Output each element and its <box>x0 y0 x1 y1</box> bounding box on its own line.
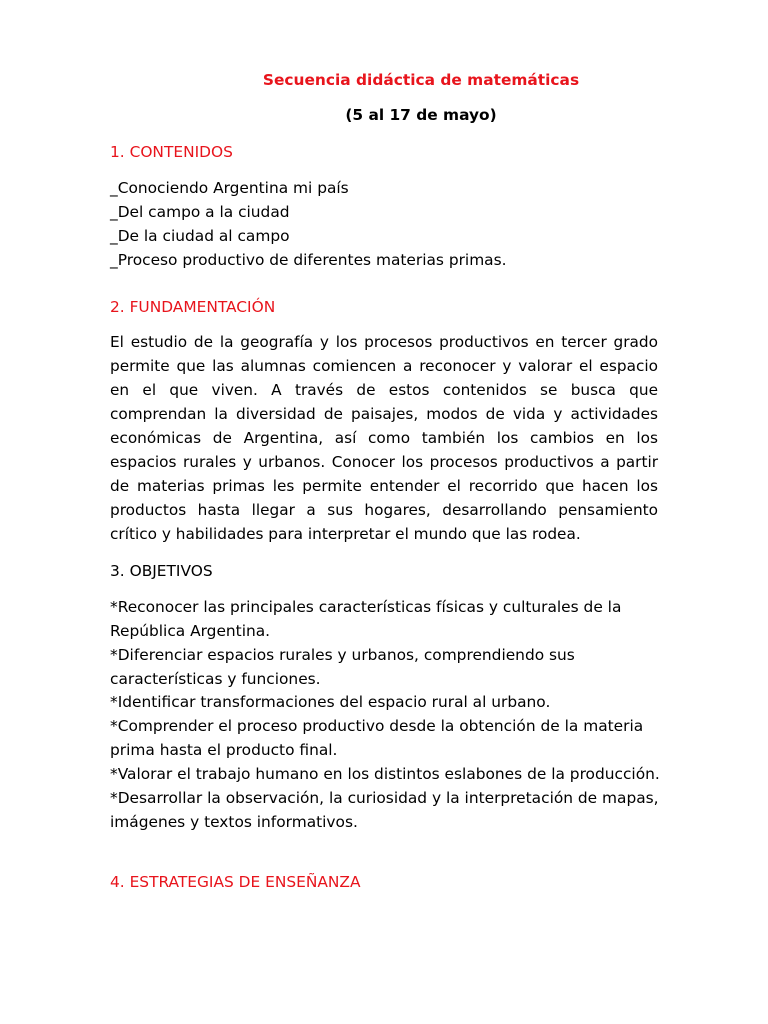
section-heading-objetivos: 3. OBJETIVOS <box>110 562 213 580</box>
objective-line: *Desarrollar la observación, la curiosidad y la interpretación de mapas, <box>110 789 659 807</box>
section-heading-fundamentacion: 2. FUNDAMENTACIÓN <box>110 298 276 316</box>
document-subtitle: (5 al 17 de mayo) <box>345 106 497 124</box>
section-heading-contenidos: 1. CONTENIDOS <box>110 143 233 161</box>
list-item: _Conociendo Argentina mi país <box>110 179 349 197</box>
objective-line: *Reconocer las principales características físicas y culturales de la <box>110 598 622 616</box>
objective-line: *Valorar el trabajo humano en los distintos eslabones de la producción. <box>110 765 660 783</box>
document-title: Secuencia didáctica de matemáticas <box>262 71 580 89</box>
objective-line: prima hasta el producto final. <box>110 741 338 759</box>
objective-line: *Comprender el proceso productivo desde la obtención de la materia <box>110 717 644 735</box>
fundamentacion-paragraph: El estudio de la geografía y los procesos productivos en tercer grado permite que las alumnas comiencen a reconocer y valorar el espacio en el que viven. A través de estos contenidos se busca que comprendan la diversidad de paisajes, modos de vida y actividades económicas de Argentina, así como también los cambios en los espacios rurales y urbanos. Conocer los procesos productivos a partir de materias primas les permite entender el recorrido que hacen los productos hasta llegar a sus hogares, desarrollando pensamiento crítico y habilidades para interpretar el mundo que las rodea. <box>110 333 658 543</box>
section-heading-estrategias: 4. ESTRATEGIAS DE ENSEÑANZA <box>110 873 361 891</box>
objective-line: *Diferenciar espacios rurales y urbanos, comprendiendo sus <box>110 646 575 664</box>
objective-line: República Argentina. <box>110 622 271 640</box>
list-item: _De la ciudad al campo <box>110 227 290 245</box>
list-item: _Proceso productivo de diferentes materias primas. <box>110 251 507 269</box>
objective-line: imágenes y textos informativos. <box>110 813 358 831</box>
objective-line: *Identificar transformaciones del espacio rural al urbano. <box>110 693 551 711</box>
list-item: _Del campo a la ciudad <box>110 203 290 221</box>
objective-line: características y funciones. <box>110 670 321 688</box>
